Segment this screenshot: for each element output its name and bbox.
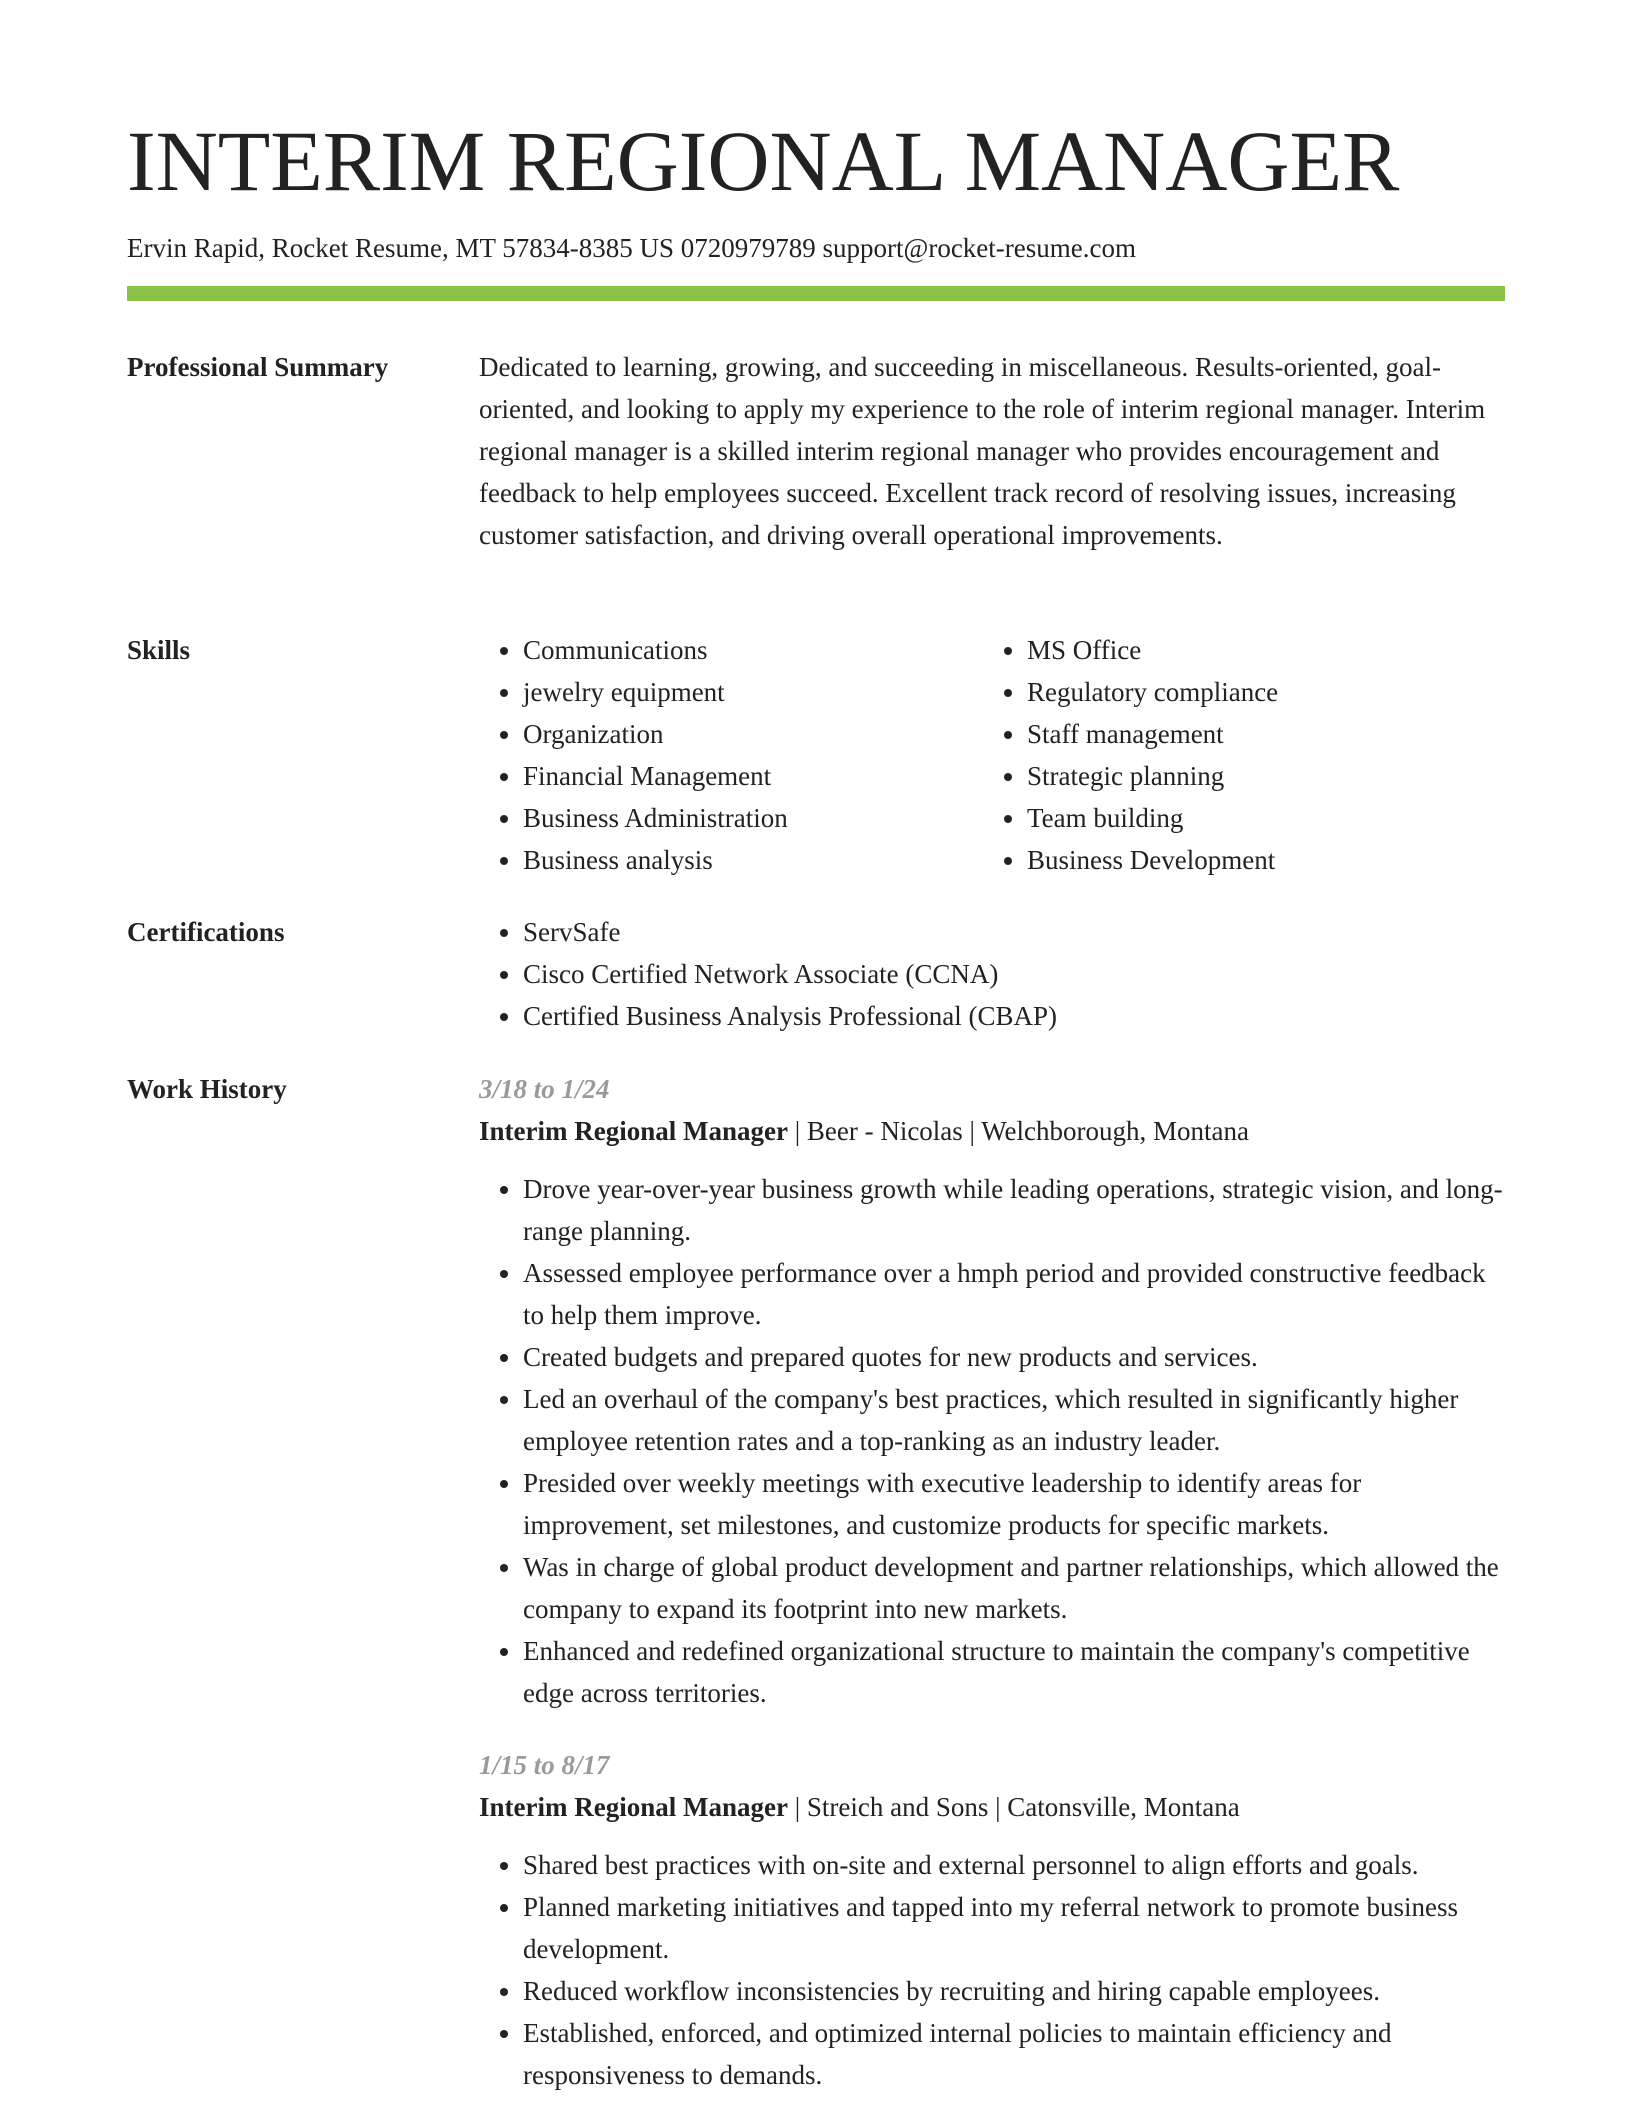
job-bullets (479, 1844, 1505, 2096)
list-item: • Shared best practices with on-site and external personnel to align efforts and goals. (523, 1844, 1505, 1886)
list-item: • Led an overhaul of the company's best practices, which resulted in significantly higher employee retention rates and a top-ranking as an industry leader. (523, 1378, 1505, 1462)
list-item: • Reduced workflow inconsistencies by recruiting and hiring capable employees. (523, 1970, 1505, 2012)
list-item: • Presided over weekly meetings with executive leadership to identify areas for improvement, set milestones, and customize products for specific markets. (523, 1462, 1505, 1546)
list-item: • Established, enforced, and optimized internal policies to maintain efficiency and responsiveness to demands. (523, 2012, 1505, 2096)
list-item: • Staff management (1027, 713, 1487, 755)
skills-label: Skills (127, 635, 191, 665)
job-heading (479, 1110, 1505, 1152)
list-item: • jewelry equipment (523, 671, 983, 713)
certifications-label: Certifications (127, 917, 285, 947)
job-details: | Beer - Nicolas | Welchborough, Montana (787, 1116, 1249, 1146)
list-item: • Certified Business Analysis Professional (CBAP) (523, 995, 1505, 1037)
skills-list-right (983, 629, 1487, 881)
list-item: • Created budgets and prepared quotes for new products and services. (523, 1336, 1505, 1378)
list-item: • Strategic planning (1027, 755, 1487, 797)
list-item: • Regulatory compliance (1027, 671, 1487, 713)
list-item: • Team building (1027, 797, 1487, 839)
summary-text: Dedicated to learning, growing, and succeeding in miscellaneous. Results-oriented, goal-oriented, and looking to apply my experience to the role of interim regional manager. Interim regional manager is a skilled interim regional manager who provides encouragement and feedback to help employees succeed. Excellent track record of resolving issues, increasing customer satisfaction, and driving overall operational improvements. (479, 352, 1486, 550)
skills-grid (479, 629, 1505, 881)
list-item: • Organization (523, 713, 983, 755)
summary-label: Professional Summary (127, 352, 389, 382)
list-item: • Drove year-over-year business growth while leading operations, strategic vision, and long-range planning. (523, 1168, 1505, 1252)
contact-line: Ervin Rapid, Rocket Resume, MT 57834-8385 US 0720979789 support@rocket-resume.com (127, 233, 1136, 263)
job-dates: 3/18 to 1/24 (479, 1074, 610, 1104)
job-role: Interim Regional Manager (479, 1116, 788, 1146)
list-item: • Communications (523, 629, 983, 671)
list-item: • Planned marketing initiatives and tapped into my referral network to promote business development. (523, 1886, 1505, 1970)
list-item: • Enhanced and redefined organizational structure to maintain the company's competitive edge across territories. (523, 1630, 1505, 1714)
list-item: • Financial Management (523, 755, 983, 797)
resume-title: INTERIM REGIONAL MANAGER (127, 113, 1400, 209)
list-item: • Business Administration (523, 797, 983, 839)
work-history-label: Work History (127, 1074, 287, 1104)
job-bullets (479, 1168, 1505, 1714)
list-item: • Was in charge of global product development and partner relationships, which allowed the company to expand its footprint into new markets. (523, 1546, 1505, 1630)
skills-list-left (479, 629, 983, 881)
list-item: • Cisco Certified Network Associate (CCNA) (523, 953, 1505, 995)
job-heading (479, 1786, 1505, 1828)
list-item: • Business analysis (523, 839, 983, 881)
list-item: • Business Development (1027, 839, 1487, 881)
job-details: | Streich and Sons | Catonsville, Montana (787, 1792, 1240, 1822)
job-entry (479, 1068, 1505, 1714)
job-dates: 1/15 to 8/17 (479, 1750, 610, 1780)
list-item: • MS Office (1027, 629, 1487, 671)
list-item: • ServSafe (523, 911, 1505, 953)
job-entry (479, 1744, 1505, 2096)
header-divider (127, 286, 1505, 301)
certifications-list (479, 911, 1505, 1037)
job-role: Interim Regional Manager (479, 1792, 788, 1822)
list-item: • Assessed employee performance over a hmph period and provided constructive feedback to help them improve. (523, 1252, 1505, 1336)
